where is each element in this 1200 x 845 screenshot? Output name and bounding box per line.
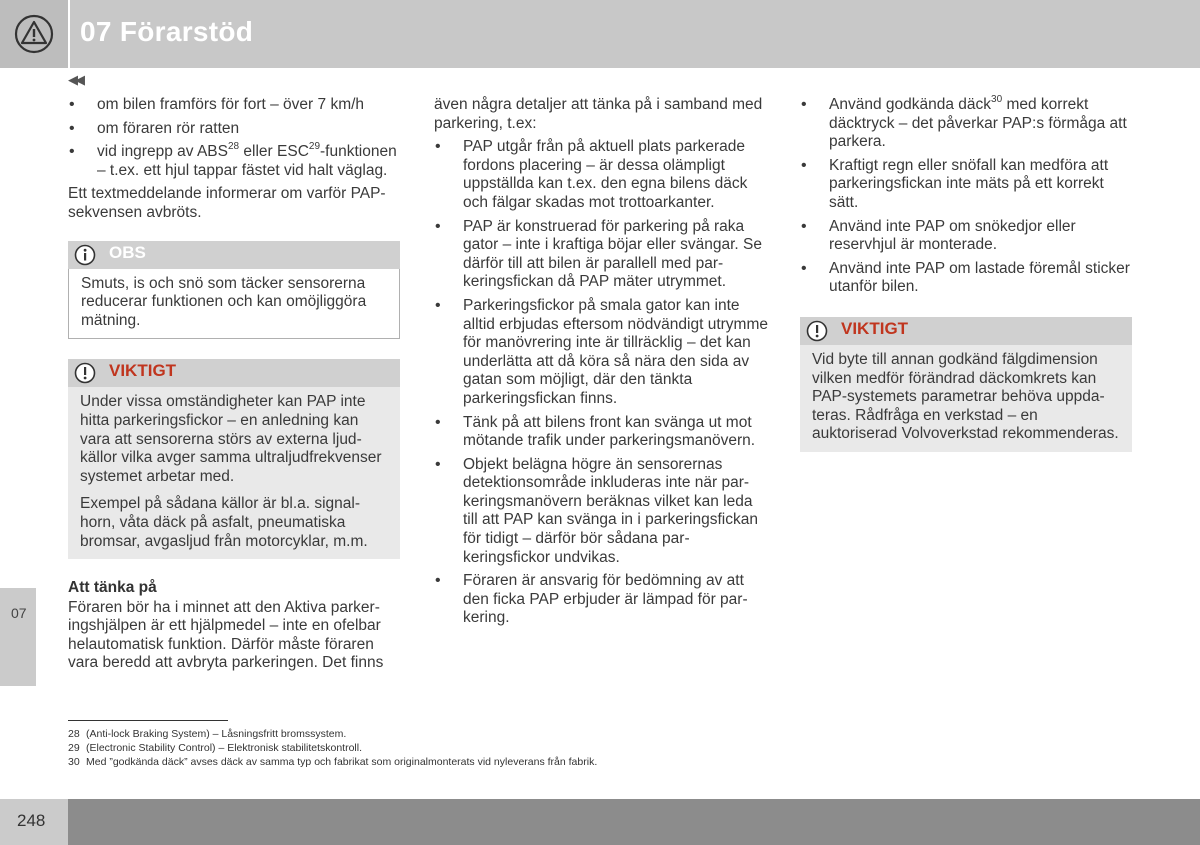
chapter-header [0, 0, 1200, 68]
info-icon [74, 244, 96, 266]
important-label: VIKTIGT [109, 361, 177, 381]
bullet-list [434, 138, 768, 628]
footnotes [68, 727, 597, 769]
list-item: • Använd inte PAP om snökedjor eller reservhjul är monterade. [800, 218, 1132, 255]
bullet-list [68, 96, 400, 180]
important-header [800, 317, 1132, 345]
list-item: • Parkeringsfickor på smala gator kan inte alltid erbjudas eftersom nödvändigt utrymme för manövrering inte är tillräcklig – det kan underlätta att då köra så nära den sida av gatan som möjligt, där den tänkta parkeringsfickan finns. [434, 297, 768, 409]
footnote-ref[interactable]: 28 [227, 141, 240, 153]
list-item: • Objekt belägna högre än sensorernas detektionsområde inkluderas inte när parkeringsmanövern beräknas vilket kan leda till att PAP kan svänga in i parkeringsfickan för tidigt – därför bör sådana parkeringsfickor undvikas. [434, 456, 768, 568]
list-item: • om bilen framförs för fort – över 7 km/h [68, 96, 400, 115]
list-item: • Tänk på att bilens front kan svänga ut mot mötande trafik under parkeringsmanövern. [434, 414, 768, 451]
important-text: Exempel på sådana källor är bl.a. signalhorn, våta däck på asfalt, pneumatiska bromsar, avgasljud från motorcyklar, m.m. [80, 495, 368, 550]
bullet-list [800, 93, 1132, 297]
important-box [68, 359, 400, 559]
page-footer [0, 799, 1200, 845]
footnote-text: (Electronic Stability Control) – Elektronisk stabilitetskontroll. [86, 742, 363, 754]
list-item: • PAP utgår från på aktuell plats parkerade fordons placering – är dessa olämpligt uppställda kan t.ex. den egna bilens däck och fälgar skadas mot trottoarkanter. [434, 138, 768, 212]
footnote [68, 727, 597, 741]
important-text: Under vissa omständigheter kan PAP inte hitta parkeringsfickor – en anledning kan vara att sensorerna störs av externa ljudkällor vilka avger samma ultraljudfrekvenser systemet arbetar med. [80, 393, 382, 485]
footnote-number: 29 [68, 742, 80, 754]
body-paragraph: Föraren bör ha i minnet att den Aktiva parkeringshjälpen är ett hjälpmedel – inte en ofelbar helautomatisk funktion. Därför måste föraren vara beredd att avbryta parkeringen. Det finns [68, 598, 384, 672]
footnote [68, 741, 597, 755]
note-header [68, 241, 400, 269]
obs-note-box [68, 241, 400, 340]
list-item: • Använd inte PAP om lastade föremål sticker utanför bilen. [800, 260, 1132, 297]
chapter-tab-label: 07 [11, 605, 27, 621]
important-box [800, 317, 1132, 452]
exclamation-icon [806, 320, 828, 342]
important-label: VIKTIGT [841, 318, 909, 338]
list-item: • om föraren rör ratten [68, 120, 400, 139]
important-body [68, 387, 400, 559]
header-icon-box [0, 0, 68, 68]
footnote-ref[interactable]: 30 [991, 93, 1003, 105]
note-label: OBS [109, 242, 146, 262]
page-number: 248 [17, 811, 46, 830]
footnote-number: 30 [68, 756, 80, 768]
page-number-box [0, 799, 68, 845]
header-divider [68, 0, 70, 68]
list-item: • Föraren är ansvarig för bedömning av att den ficka PAP erbjuder är lämpad för parkering. [434, 572, 768, 628]
list-item: • Kraftigt regn eller snöfall kan medföra att parkeringsfickan inte mäts på ett korrekt sätt. [800, 157, 1132, 213]
important-header [68, 359, 400, 387]
list-item: • Använd godkända däck$^{30}$ med korrekt däcktryck – det påverkar PAP:s förmåga att parkera. [800, 96, 1132, 152]
body-paragraph: även några detaljer att tänka på i samband med parkering, t.ex: [434, 96, 763, 132]
chapter-side-tab [0, 588, 36, 686]
note-text: Smuts, is och snö som täcker sensorerna reducerar funktionen och kan omöjliggöra mätning. [81, 274, 367, 329]
warning-triangle-icon [14, 14, 54, 54]
column-1 [68, 96, 400, 678]
continued-marker: ◀◀ [68, 72, 82, 87]
footnote-ref[interactable]: 29 [308, 141, 321, 153]
list-item: • vid ingrepp av ABS$^{28}$ eller ESC$^{29}$-funktionen – t.ex. ett hjul tappar fästet vid halt väglag. [68, 143, 400, 180]
important-body [800, 345, 1132, 452]
exclamation-icon [74, 362, 96, 384]
footnote-text: Med ”godkända däck” avses däck av samma typ och fabrikat som originalmonterats vid nyleverans från fabrik. [86, 756, 598, 768]
footnote [68, 755, 597, 769]
footnote-rule [68, 720, 228, 721]
footnote-number: 28 [68, 728, 80, 740]
column-2 [434, 96, 768, 633]
footnote-text: (Anti-lock Braking System) – Låsningsfritt bromssystem. [86, 728, 347, 740]
column-3 [800, 93, 1132, 472]
chapter-title: 07 Förarstöd [80, 16, 254, 47]
body-paragraph: Ett textmeddelande informerar om varför PAP-sekvensen avbröts. [68, 185, 386, 221]
list-item: • PAP är konstruerad för parkering på raka gator – inte i kraftiga böjar eller svängar. Se därför till att bilen är parallell med parkeringsfickan då PAP mäter utrymmet. [434, 218, 768, 292]
section-heading: Att tänka på [68, 579, 157, 597]
note-body [68, 269, 400, 340]
important-text: Vid byte till annan godkänd fälgdimension vilken medför förändrad däckomkrets kan PAP-systemets parametrar behöva uppdateras. Rådfråga en verkstad – en auktoriserad Volvoverkstad rekommenderas. [812, 350, 1119, 443]
